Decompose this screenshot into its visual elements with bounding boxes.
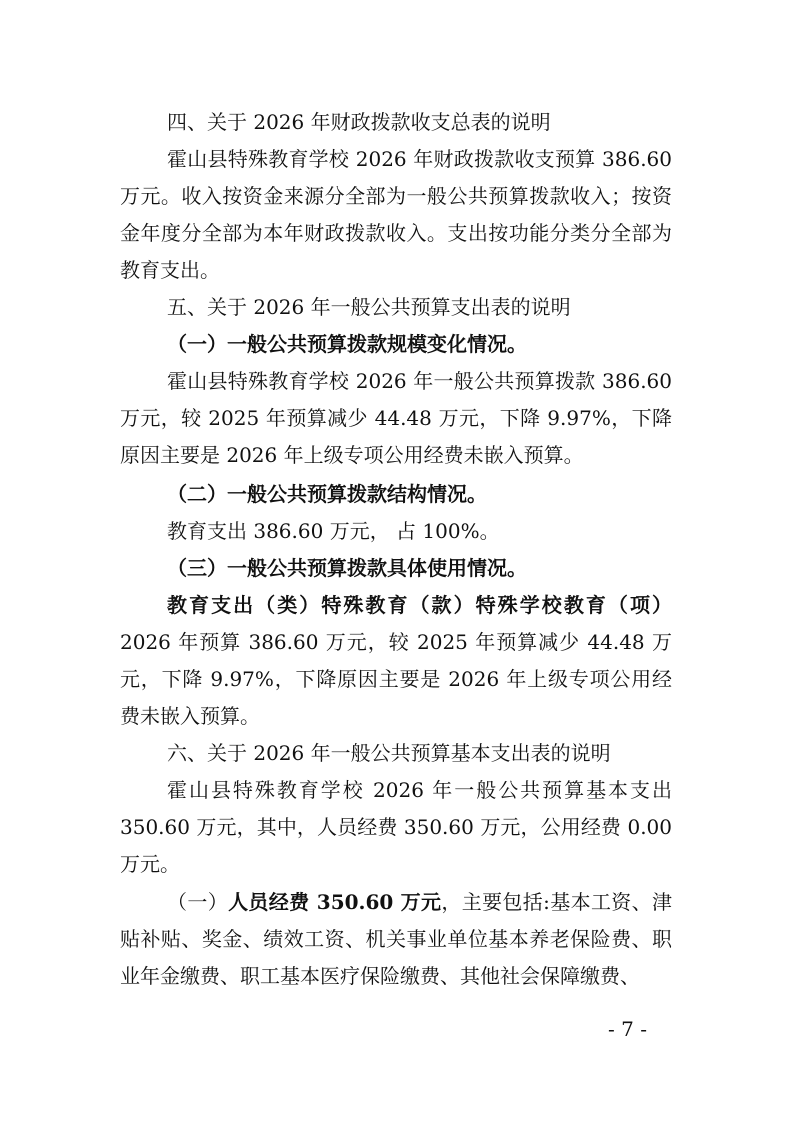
section-5-sub3-body-rest: 2026 年预算 386.60 万元，较 2025 年预算减少 44.48 万元，下降 9.97%，下降原因主要是 2026 年上级专项公用经费未嵌入预算。	[120, 630, 672, 728]
section-5-heading: 五、关于 2026 年一般公共预算支出表的说明	[167, 295, 571, 319]
section-5-sub3-body	[120, 587, 672, 735]
section-4-heading: 四、关于 2026 年财政拨款收支总表的说明	[167, 110, 551, 134]
section-4-body: 霍山县特殊教育学校 2026 年财政拨款收支预算 386.60 万元。收入按资金来源分全部为一般公共预算拨款收入；按资金年度分全部为本年财政拨款收入。支出按功能分类分全部为教育支出。	[120, 147, 672, 282]
section-6-sub1-bold: 人员经费 350.60 万元	[228, 890, 442, 914]
section-5-sub2-body: 教育支出 386.60 万元， 占 100%。	[167, 519, 500, 543]
section-6-sub1-rest: ，主要包括:基本工资、津贴补贴、奖金、绩效工资、机关事业单位基本养老保险费、职业年金缴费、职工基本医疗保险缴费、其他社会保障缴费、	[120, 890, 673, 988]
section-6-sub1-body	[120, 884, 672, 995]
section-5-sub3-body-bold: 教育支出（类）特殊教育（款）特殊学校教育（项）	[167, 593, 672, 617]
section-5-sub3-heading: （三）一般公共预算拨款具体使用情况。	[167, 556, 527, 580]
section-6-heading: 六、关于 2026 年一般公共预算基本支出表的说明	[167, 741, 611, 765]
section-6-sub1-prefix: （一）	[167, 890, 229, 914]
section-5-sub1-body: 霍山县特殊教育学校 2026 年一般公共预算拨款 386.60 万元，较 2025 年预算减少 44.48 万元，下降 9.97%，下降原因主要是 2026 年上级专项公用经费未嵌入预算。	[120, 369, 672, 467]
section-5-sub2-heading: （二）一般公共预算拨款结构情况。	[167, 482, 487, 506]
page-number: - 7 -	[608, 1017, 647, 1041]
section-6-body: 霍山县特殊教育学校 2026 年一般公共预算基本支出 350.60 万元，其中，人员经费 350.60 万元，公用经费 0.00 万元。	[120, 778, 672, 876]
section-5-sub1-heading: （一）一般公共预算拨款规模变化情况。	[167, 332, 527, 356]
